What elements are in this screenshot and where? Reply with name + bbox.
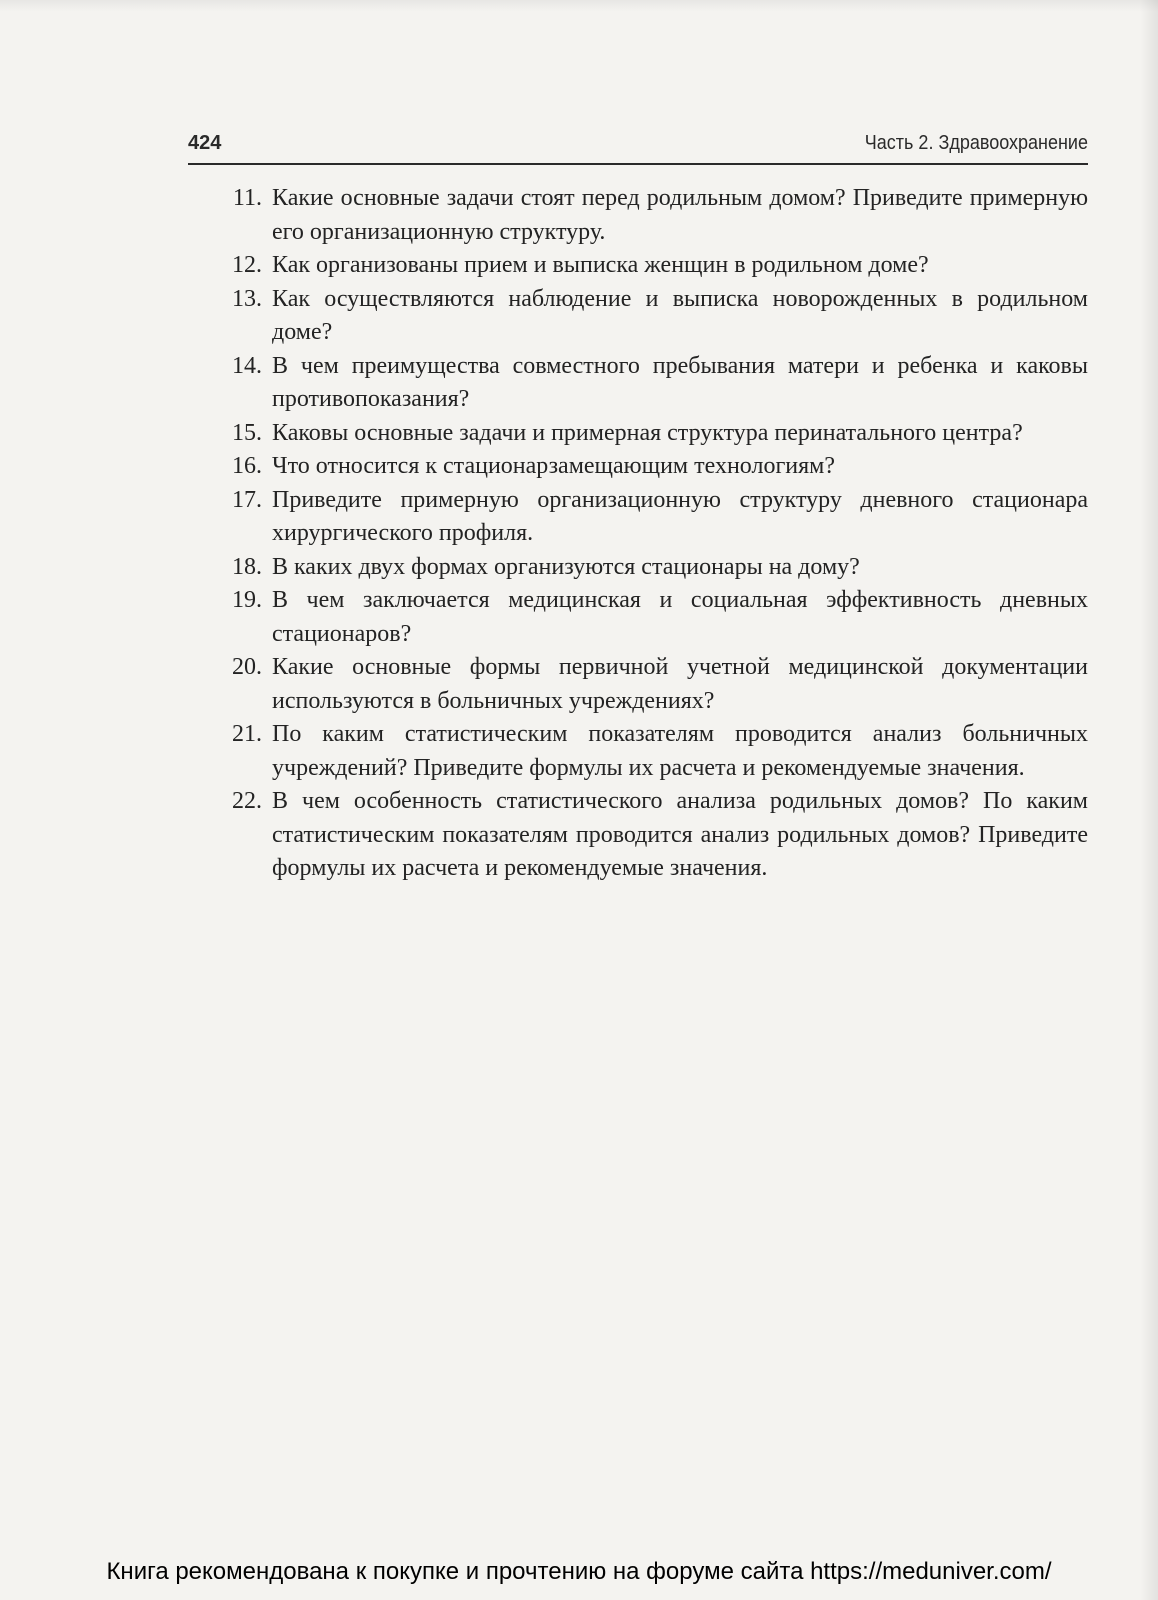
question-text: Приведите примерную организационную структуру дневного стационара хирургического профиля. — [272, 486, 1088, 546]
question-item — [200, 182, 1088, 249]
question-number: 14. — [232, 352, 262, 379]
page-number: 424 — [188, 132, 222, 154]
question-item — [200, 551, 1088, 585]
question-item — [200, 350, 1088, 417]
question-text: В каких двух формах организуются стационары на дому? — [272, 553, 860, 580]
question-item — [200, 417, 1088, 451]
question-text: Как осуществляются наблюдение и выписка новорожденных в родильном доме? — [272, 285, 1088, 345]
page-edge-shadow — [1140, 0, 1158, 1600]
page-top-shadow — [0, 0, 1158, 12]
footer-note: Книга рекомендована к покупке и прочтению на форуме сайта https://meduniver.com/ — [106, 1558, 1052, 1585]
question-number: 22. — [232, 788, 262, 814]
question-text: По каким статистическим показателям проводится анализ больничных учреждений? Приведите формулы их расчета и рекомендуемые значения. — [272, 721, 1088, 781]
question-item — [200, 283, 1088, 350]
section-title: Часть 2. Здравоохранение — [864, 132, 1088, 154]
question-number: 16. — [232, 453, 262, 479]
question-text: В чем особенность статистического анализа родильных домов? По каким статистическим показателям проводится анализ родильных домов? Приведите формулы их расчета и рекомендуемые значения. — [272, 788, 1088, 881]
question-item — [200, 450, 1088, 484]
question-number: 18. — [232, 553, 262, 580]
question-text: Какие основные формы первичной учетной медицинской документации используются в больничных учреждениях? — [272, 654, 1088, 714]
question-text: Какие основные задачи стоят перед родильным домом? Приведите примерную его организационную структуру. — [272, 185, 1088, 245]
question-number: 17. — [232, 486, 262, 513]
question-list — [200, 182, 1088, 886]
question-number: 21. — [232, 721, 262, 747]
question-item — [200, 584, 1088, 651]
question-item — [200, 249, 1088, 283]
header-rule — [188, 163, 1088, 165]
question-text: Каковы основные задачи и примерная структура перинатального центра? — [272, 419, 1023, 446]
question-item — [200, 785, 1088, 886]
question-item — [200, 484, 1088, 551]
question-number: 13. — [232, 285, 262, 312]
question-number: 15. — [232, 419, 262, 446]
question-number: 11. — [232, 185, 262, 211]
question-number: 19. — [232, 587, 262, 613]
question-number: 12. — [232, 252, 262, 278]
running-header — [188, 130, 1088, 166]
question-text: В чем заключается медицинская и социальная эффективность дневных стационаров? — [272, 587, 1088, 647]
question-text: В чем преимущества совместного пребывания матери и ребенка и каковы противопоказания? — [272, 352, 1088, 412]
question-item — [200, 651, 1088, 718]
question-number: 20. — [232, 654, 262, 680]
question-item — [200, 718, 1088, 785]
question-text: Как организованы прием и выписка женщин в родильном доме? — [272, 252, 929, 278]
question-text: Что относится к стационарзамещающим технологиям? — [272, 453, 836, 479]
